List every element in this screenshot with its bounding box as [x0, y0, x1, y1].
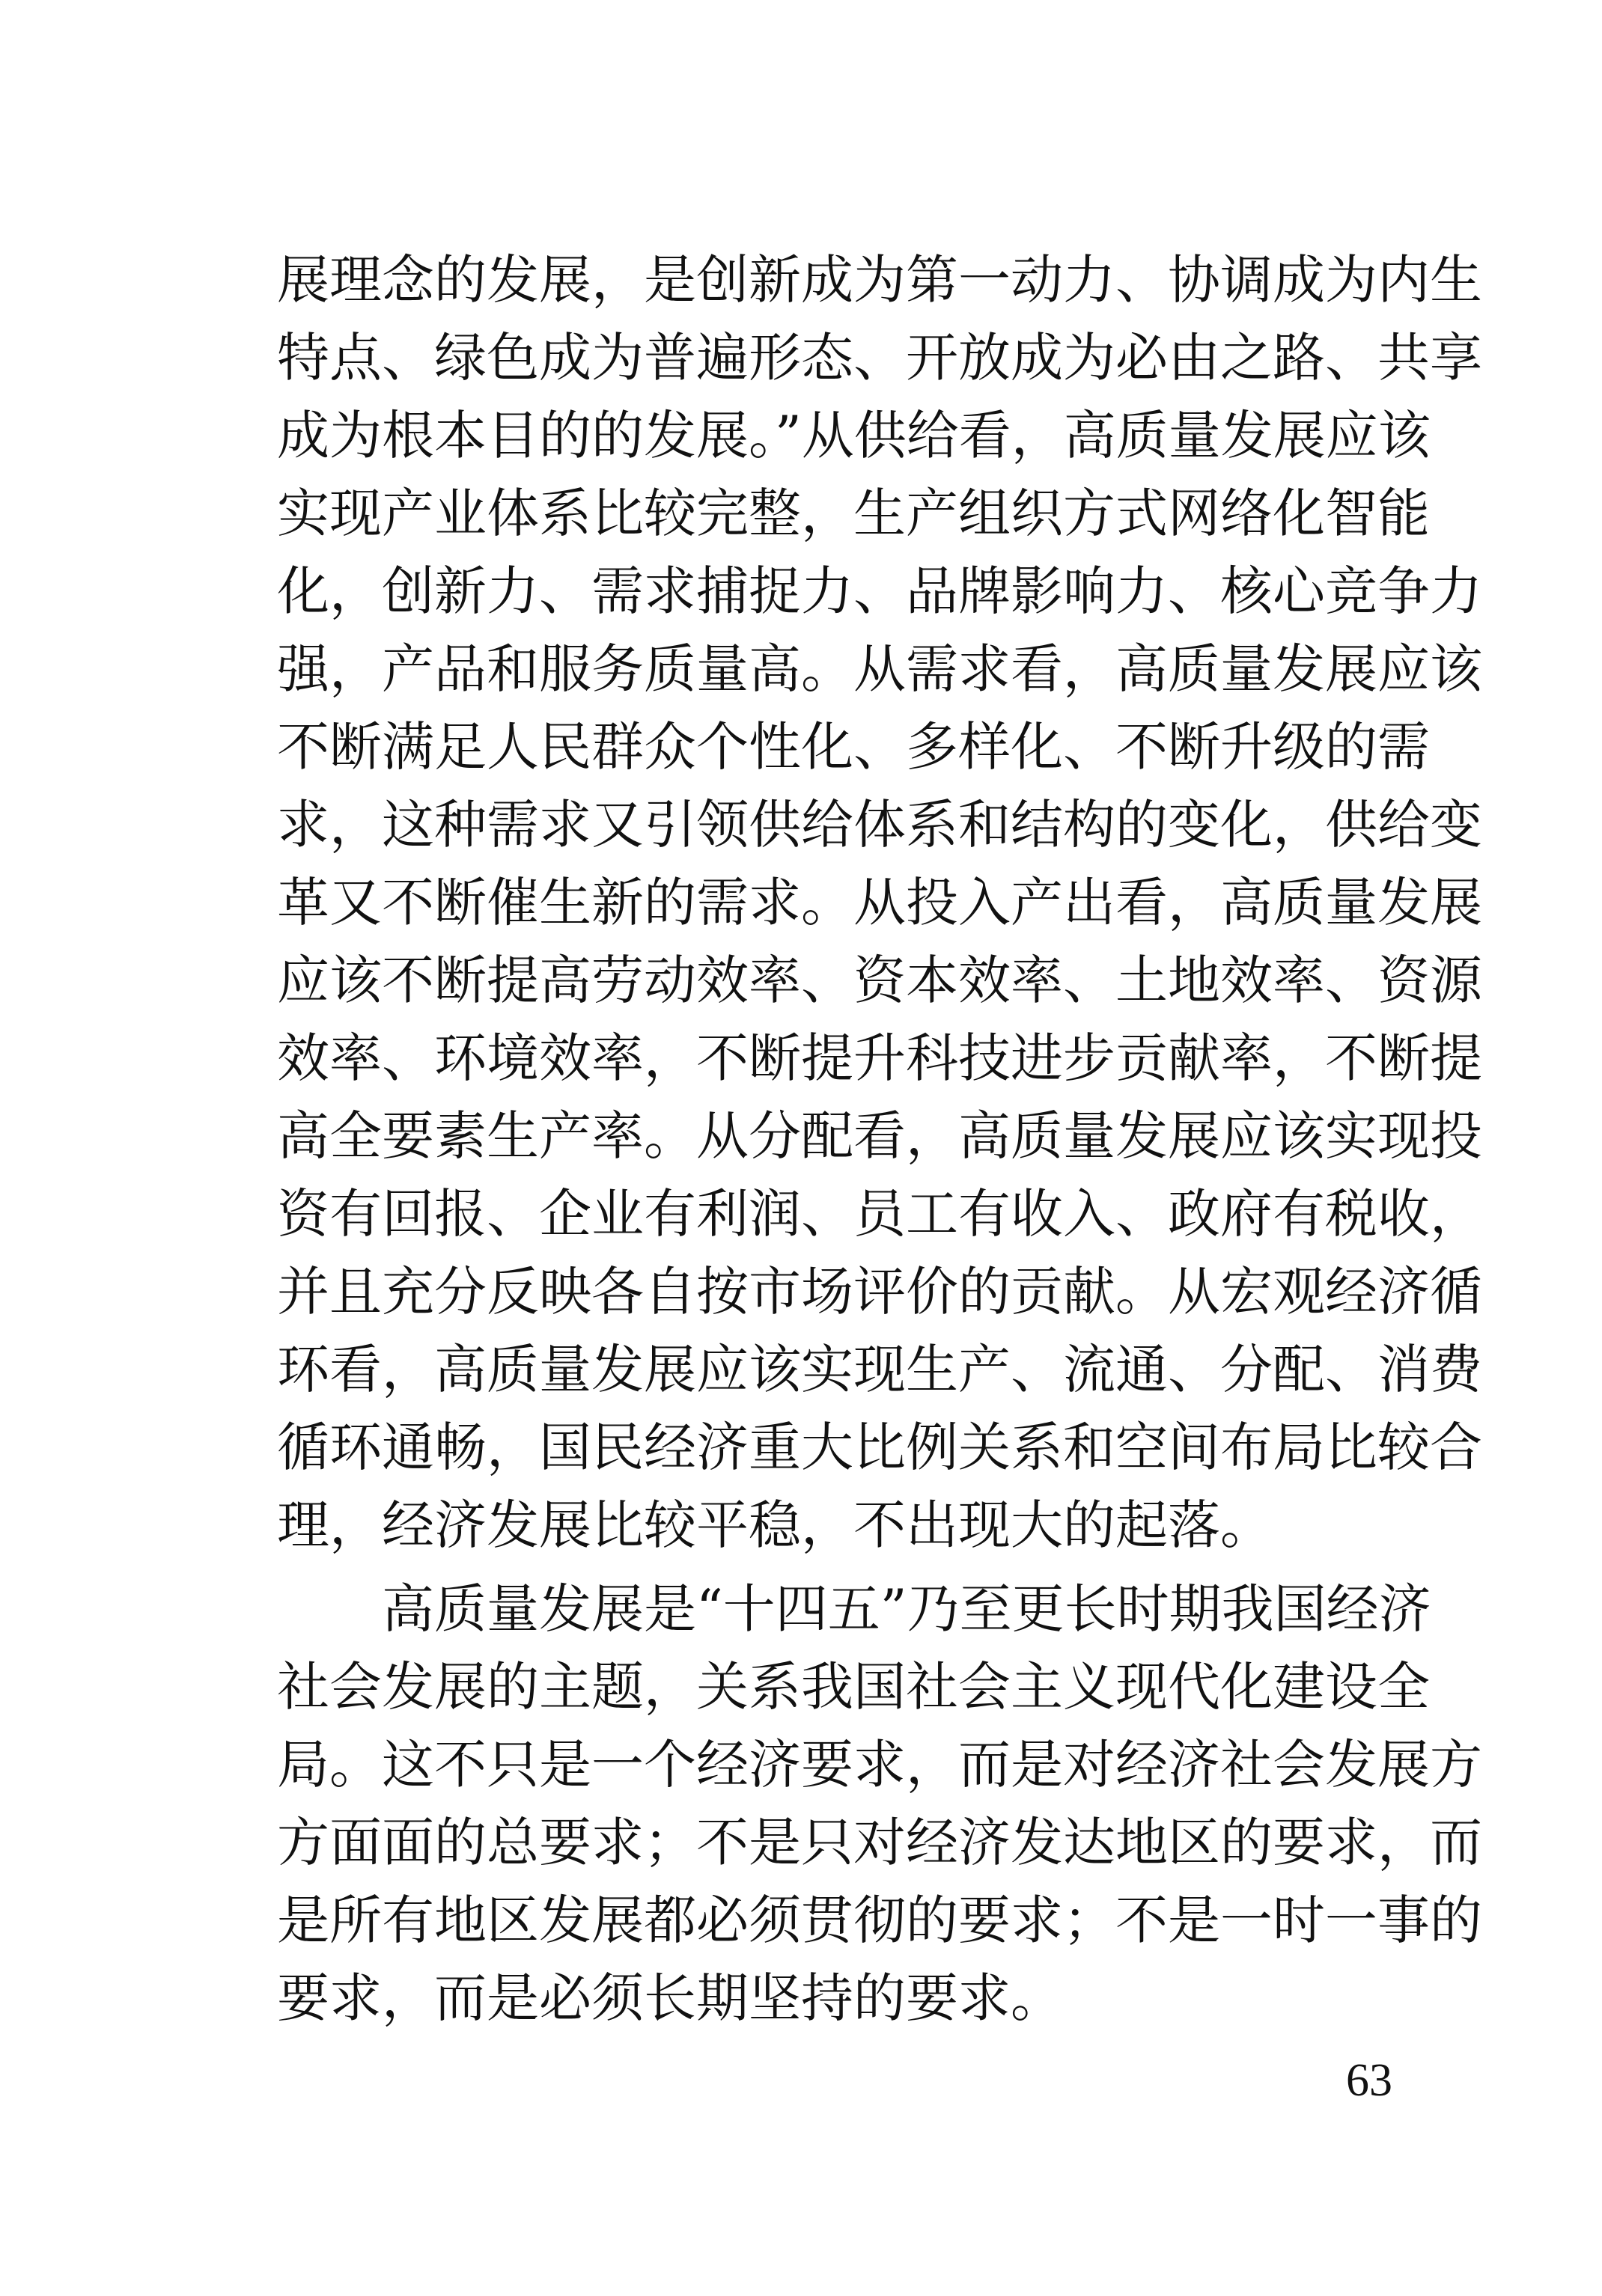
text-line: 展理念的发展，是创新成为第一动力、协调成为内生: [277, 249, 1482, 311]
text-line: 求，这种需求又引领供给体系和结构的变化，供给变: [277, 794, 1482, 855]
paragraph-gap: [277, 1564, 1415, 1570]
paragraph: [277, 241, 1482, 1564]
body-text: [277, 241, 1482, 2037]
text-line: 方面面的总要求；不是只对经济发达地区的要求，而: [277, 1812, 1482, 1873]
text-line: 实现产业体系比较完整，生产组织方式网络化智能: [277, 483, 1430, 544]
text-line: 化，创新力、需求捕捉力、品牌影响力、核心竞争力: [277, 561, 1482, 622]
text-line: 应该不断提高劳动效率、资本效率、土地效率、资源: [277, 950, 1482, 1011]
page-number: 63: [1346, 2055, 1392, 2106]
text-line: 强，产品和服务质量高。从需求看，高质量发展应该: [277, 638, 1482, 700]
text-line: 不断满足人民群众个性化、多样化、不断升级的需: [277, 716, 1430, 778]
text-line: 成为根本目的的发展。”从供给看，高质量发展应该: [277, 405, 1431, 466]
text-line: 要求，而是必须长期坚持的要求。: [277, 1967, 1063, 2029]
paragraph: [277, 1570, 1482, 2037]
text-line: 环看，高质量发展应该实现生产、流通、分配、消费: [277, 1339, 1482, 1400]
text-line: 局。这不只是一个经济要求，而是对经济社会发展方: [277, 1734, 1482, 1795]
text-line: 效率、环境效率，不断提升科技进步贡献率，不断提: [277, 1028, 1482, 1089]
text-line: 循环通畅，国民经济重大比例关系和空间布局比较合: [277, 1417, 1482, 1478]
text-line: 资有回报、企业有利润、员工有收入、政府有税收，: [277, 1183, 1482, 1245]
text-line: 高全要素生产率。从分配看，高质量发展应该实现投: [277, 1105, 1482, 1167]
text-line: 理，经济发展比较平稳，不出现大的起落。: [277, 1494, 1273, 1556]
text-line: 社会发展的主题，关系我国社会主义现代化建设全: [277, 1656, 1430, 1718]
text-line: 高质量发展是“十四五”乃至更长时期我国经济: [382, 1578, 1431, 1640]
text-line: 并且充分反映各自按市场评价的贡献。从宏观经济循: [277, 1261, 1482, 1322]
text-line: 革又不断催生新的需求。从投入产出看，高质量发展: [277, 872, 1482, 933]
text-line: 特点、绿色成为普遍形态、开放成为必由之路、共享: [277, 327, 1482, 388]
text-line: 是所有地区发展都必须贯彻的要求；不是一时一事的: [277, 1890, 1482, 1951]
